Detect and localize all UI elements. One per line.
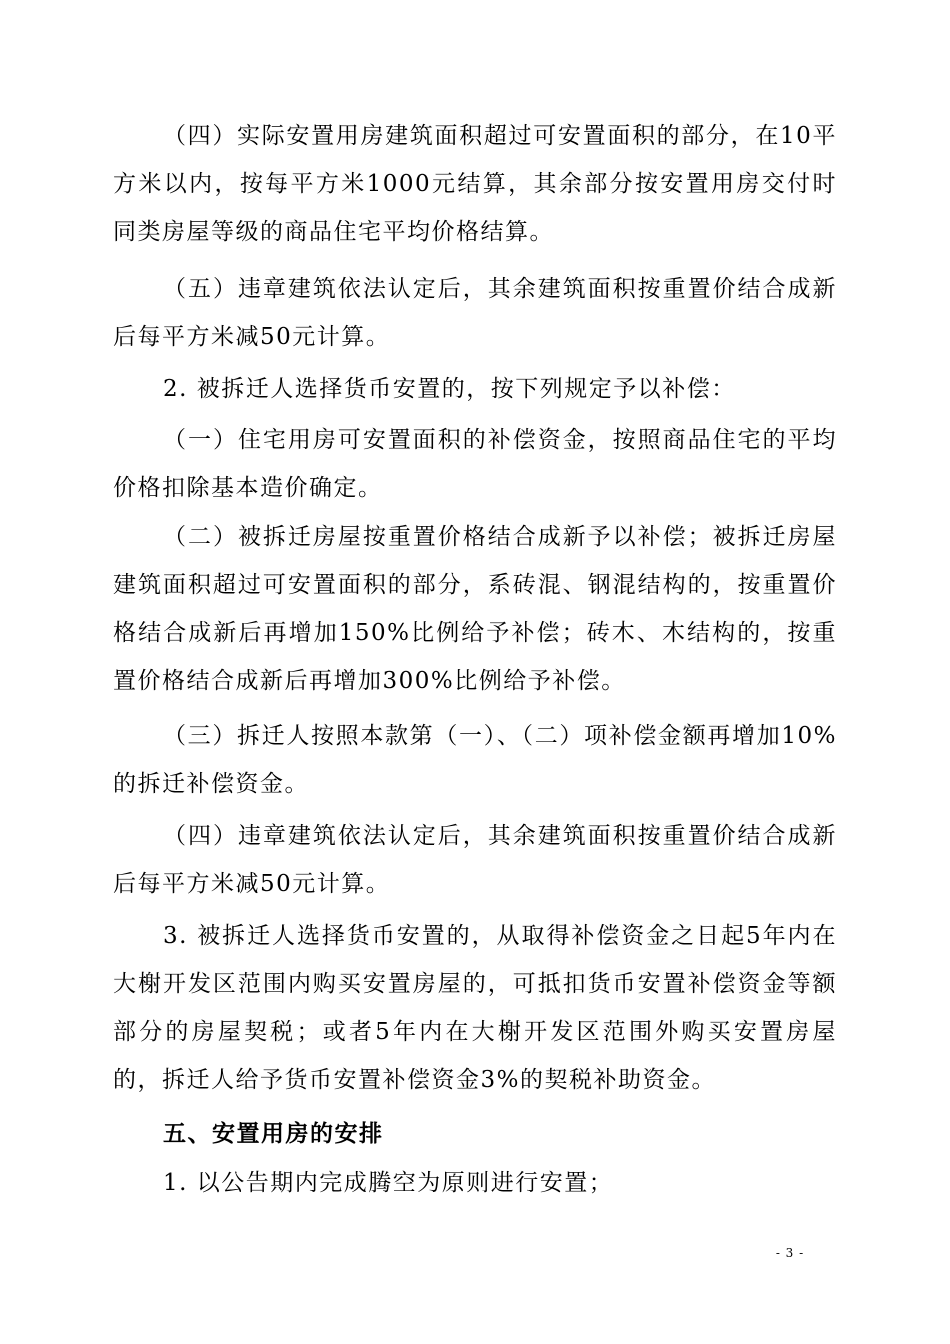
paragraph-monetary-compensation-rules: 2. 被拆迁人选择货币安置的，按下列规定予以补偿： xyxy=(163,376,736,402)
paragraph-deed-tax-subsidy: 3. 被拆迁人选择货币安置的，从取得补偿资金之日起5年内在大榭开发区范围内购买安置房屋的，可抵扣货币安置补偿资金等额部分的房屋契税；或者5年内在大榭开发区范围外购买安置房屋的，拆迁人给予货币安置补偿资金3%的契税补助资金。 xyxy=(113,923,837,1093)
paragraph-illegal-building-deduction-2: （四）违章建筑依法认定后，其余建筑面积按重置价结合成新后每平方米减50元计算。 xyxy=(113,823,837,897)
paragraph-residential-compensation: （一）住宅用房可安置面积的补偿资金，按照商品住宅的平均价格扣除基本造价确定。 xyxy=(113,427,837,501)
paragraph-illegal-building-deduction-1: （五）违章建筑依法认定后，其余建筑面积按重置价结合成新后每平方米减50元计算。 xyxy=(113,276,837,350)
page-number: - 3 - xyxy=(775,1246,805,1260)
section-heading-housing-arrangement: 五、安置用房的安排 xyxy=(163,1121,384,1147)
paragraph-additional-compensation: （三）拆迁人按照本款第（一）、（二）项补偿金额再增加10%的拆迁补偿资金。 xyxy=(113,723,837,797)
paragraph-vacate-principle: 1. 以公告期内完成腾空为原则进行安置； xyxy=(163,1170,614,1196)
paragraph-actual-housing-excess-area: （四）实际安置用房建筑面积超过可安置面积的部分，在10平方米以内，按每平方米1000元结算，其余部分按安置用房交付时同类房屋等级的商品住宅平均价格结算。 xyxy=(113,123,837,245)
paragraph-replacement-price-compensation: （二）被拆迁房屋按重置价格结合成新予以补偿；被拆迁房屋建筑面积超过可安置面积的部分，系砖混、钢混结构的，按重置价格结合成新后再增加150%比例给予补偿；砖木、木结构的，按重置价格结合成新后再增加300%比例给予补偿。 xyxy=(113,524,837,694)
